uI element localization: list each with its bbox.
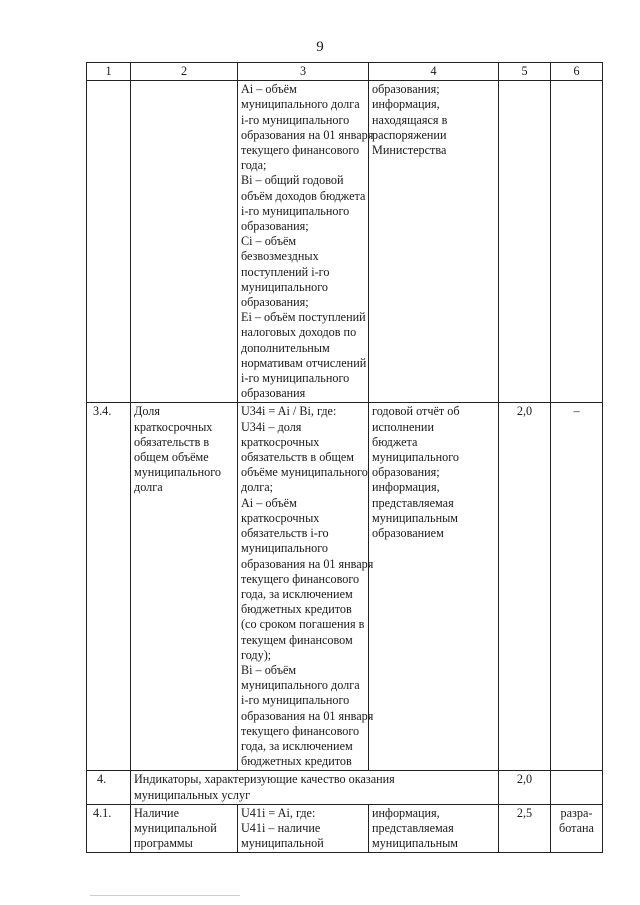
- text-line: образования;: [372, 82, 440, 97]
- indicator-table: [86, 62, 603, 853]
- text-line: муниципального: [134, 465, 221, 480]
- source-cell: [369, 804, 499, 853]
- text-line: информация,: [372, 805, 440, 820]
- text-line: муниципальной: [241, 836, 324, 851]
- text-line: U41i = Ai, где:: [241, 805, 316, 820]
- text-line: Индикаторы, характеризующие качество оказания: [134, 772, 395, 787]
- row-number-cell: [87, 81, 131, 403]
- text-line: находящаяся в: [372, 112, 448, 127]
- table-header-row: [87, 63, 603, 81]
- header-cell: 3: [238, 63, 369, 81]
- text-line: Ai – объём: [241, 495, 297, 510]
- row-number-cell: 4.1.: [87, 804, 131, 853]
- text-line: муниципальных услуг: [134, 787, 251, 802]
- text-line: Наличие: [134, 805, 179, 820]
- text-line: бюджета: [372, 434, 418, 449]
- weight-cell: [499, 81, 551, 403]
- text-line: образования: [241, 386, 306, 401]
- text-line: текущего финансового: [241, 143, 360, 158]
- text-line: Bi – общий годовой: [241, 173, 344, 188]
- indicator-name-cell: [131, 804, 238, 853]
- table-row-4-1: [87, 804, 603, 853]
- text-line: муниципальным: [372, 510, 458, 525]
- text-line: краткосрочных: [134, 419, 213, 434]
- text-line: информация,: [372, 97, 440, 112]
- section-title-cell: [131, 771, 499, 804]
- text-line: U41i – наличие: [241, 820, 321, 835]
- text-line: общем объёме: [134, 450, 209, 465]
- text-line: дополнительным: [241, 340, 330, 355]
- text-line: муниципальной: [134, 820, 217, 835]
- text-line: обязательств i-го: [241, 526, 329, 541]
- formula-cell: [238, 81, 374, 403]
- text-line: распоряжении: [372, 127, 447, 142]
- note-cell: [551, 804, 603, 853]
- text-line: образования;: [372, 465, 440, 480]
- text-line: муниципального: [241, 279, 328, 294]
- text-line: текущего финансового: [241, 571, 360, 586]
- text-line: представляемая: [372, 495, 454, 510]
- text-line: текущего финансового: [241, 723, 360, 738]
- source-cell: [369, 403, 499, 771]
- indicator-name-cell: [131, 403, 238, 771]
- text-line: Ci – объём: [241, 234, 297, 249]
- text-line: U34i = Ai / Bi, где:: [241, 404, 337, 419]
- scan-edge-mark: [90, 895, 240, 896]
- text-line: объём доходов бюджета: [241, 188, 366, 203]
- text-line: Министерства: [372, 143, 447, 158]
- row-number-cell: 4.: [87, 771, 131, 804]
- text-line: годовой отчёт об: [372, 404, 460, 419]
- formula-cell: [238, 403, 374, 771]
- note-cell: [551, 771, 603, 804]
- text-line: краткосрочных: [241, 434, 320, 449]
- text-line: информация,: [372, 480, 440, 495]
- text-line: объёме муниципального: [241, 465, 368, 480]
- text-line: (со сроком погашения в: [241, 617, 365, 632]
- text-line: года, за исключением: [241, 738, 353, 753]
- text-line: образованием: [372, 526, 444, 541]
- weight-cell: 2,0: [499, 771, 551, 804]
- source-cell: [369, 81, 499, 403]
- header-cell: 6: [551, 63, 603, 81]
- text-line: бюджетных кредитов: [241, 754, 352, 769]
- text-line: бюджетных кредитов: [241, 602, 352, 617]
- text-line: i-го муниципального: [241, 112, 350, 127]
- text-line: безвозмездных: [241, 249, 319, 264]
- page-number: 9: [316, 39, 324, 55]
- text-line: U34i – доля: [241, 419, 302, 434]
- table-row-3-4: [87, 403, 603, 771]
- text-line: образования на 01 января: [241, 127, 374, 142]
- text-line: программы: [134, 836, 193, 851]
- header-cell: 2: [131, 63, 238, 81]
- note-cell: –: [551, 403, 603, 771]
- text-line: образования на 01 января: [241, 556, 374, 571]
- text-line: муниципального: [241, 541, 328, 556]
- text-line: представляемая: [372, 820, 454, 835]
- text-line: Bi – объём: [241, 662, 297, 677]
- text-line: года;: [241, 158, 267, 173]
- text-line: году);: [241, 647, 272, 662]
- text-line: i-го муниципального: [241, 693, 350, 708]
- indicator-name-cell: [131, 81, 238, 403]
- header-cell: 1: [87, 63, 131, 81]
- header-cell: 5: [499, 63, 551, 81]
- text-line: текущем финансовом: [241, 632, 353, 647]
- header-cell: 4: [369, 63, 499, 81]
- text-line: обязательств в: [134, 434, 210, 449]
- text-line: Ei – объём поступлений: [241, 310, 366, 325]
- text-line: долга: [134, 480, 163, 495]
- weight-cell: 2,5: [499, 804, 551, 853]
- text-line: муниципальным: [372, 836, 458, 851]
- table-row-continuation: [87, 81, 603, 403]
- formula-cell: [238, 804, 369, 853]
- text-line: нормативам отчислений: [241, 355, 367, 370]
- text-line: налоговых доходов по: [241, 325, 357, 340]
- text-line: муниципального долга: [241, 678, 360, 693]
- table-row-4: [87, 771, 603, 804]
- text-line: муниципального: [372, 450, 459, 465]
- text-line: образования;: [241, 219, 309, 234]
- text-line: образования;: [241, 295, 309, 310]
- text-line: Доля: [134, 404, 160, 419]
- text-line: i-го муниципального: [241, 371, 350, 386]
- text-line: ботана: [559, 820, 594, 835]
- text-line: разра-: [560, 805, 593, 820]
- row-number-cell: 3.4.: [87, 403, 131, 771]
- text-line: исполнении: [372, 419, 434, 434]
- weight-cell: 2,0: [499, 403, 551, 771]
- text-line: i-го муниципального: [241, 203, 350, 218]
- note-cell: [551, 81, 603, 403]
- text-line: муниципального долга: [241, 97, 360, 112]
- text-line: поступлений i-го: [241, 264, 330, 279]
- text-line: образования на 01 января: [241, 708, 374, 723]
- text-line: Ai – объём: [241, 82, 297, 97]
- text-line: долга;: [241, 480, 274, 495]
- text-line: года, за исключением: [241, 586, 353, 601]
- text-line: обязательств в общем: [241, 450, 355, 465]
- text-line: краткосрочных: [241, 510, 320, 525]
